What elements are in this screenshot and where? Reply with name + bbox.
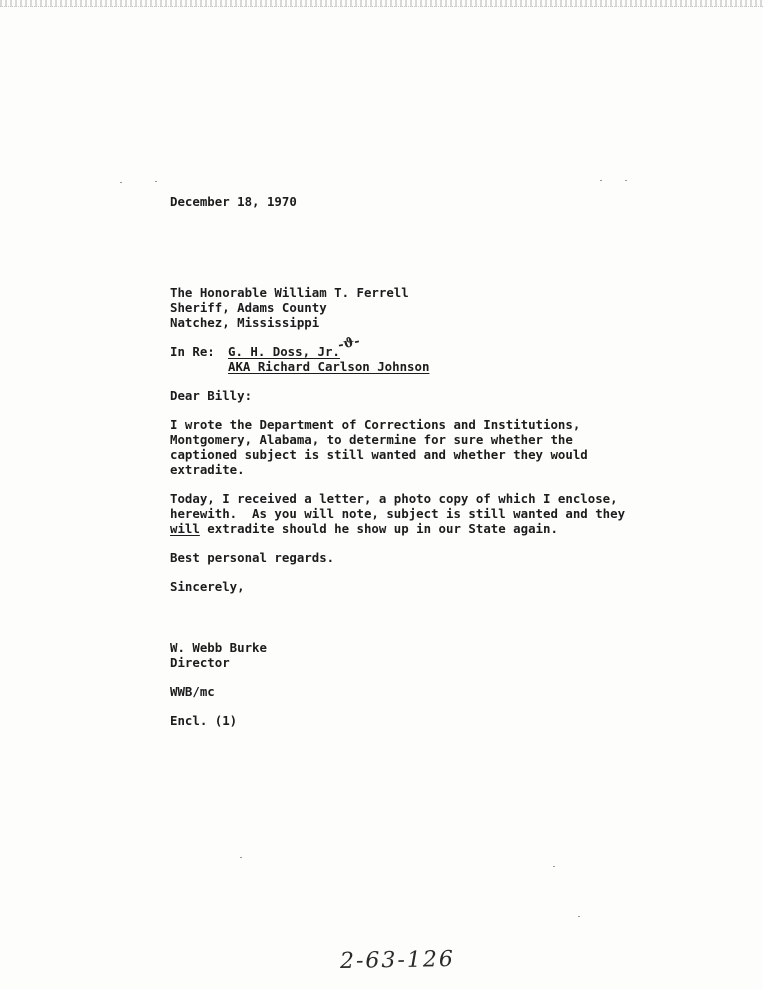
- reference-line: [170, 333, 640, 374]
- recipient-name: The Honorable William T. Ferrell: [170, 285, 409, 300]
- enclosure-note: Encl. (1): [170, 713, 238, 728]
- underlined-will: will: [170, 521, 200, 536]
- signer-name: W. Webb Burke: [170, 640, 267, 655]
- reference-label: In Re:: [170, 344, 215, 359]
- typist-initials: WWB/mc: [170, 684, 215, 699]
- scan-speck: [553, 866, 555, 867]
- paragraph-2-line-rest: extradite should he show up in our State again.: [199, 521, 558, 536]
- closing: Sincerely,: [170, 579, 245, 594]
- handwritten-check-mark: -ϑ-: [336, 333, 362, 354]
- paragraph-1: [170, 417, 640, 477]
- letter-body: [170, 194, 640, 728]
- reference-subject: G. H. Doss, Jr.: [228, 344, 340, 359]
- scan-speck: [120, 182, 122, 183]
- recipient-address: [170, 285, 640, 330]
- scan-speck: [240, 857, 242, 858]
- scan-speck: [578, 916, 580, 917]
- paragraph-2: [170, 491, 640, 536]
- paragraph-2-line: herewith. As you will note, subject is still wanted and they: [170, 506, 626, 521]
- paragraph-1-line: Montgomery, Alabama, to determine for sure whether the: [170, 432, 573, 447]
- scan-speck: [625, 180, 627, 181]
- signer-title: Director: [170, 655, 230, 670]
- paragraph-2-line: [170, 521, 640, 536]
- handwritten-folio-number: 2-63-126: [339, 946, 456, 975]
- paragraph-3: Best personal regards.: [170, 550, 335, 565]
- paragraph-1-line: extradite.: [170, 462, 245, 477]
- scan-speck: [155, 181, 157, 182]
- scan-speck: [600, 180, 602, 181]
- signature-block: [170, 640, 640, 670]
- scan-top-edge: [0, 0, 763, 7]
- recipient-location: Natchez, Mississippi: [170, 315, 320, 330]
- paragraph-2-line: Today, I received a letter, a photo copy of which I enclose,: [170, 491, 618, 506]
- reference-aka: AKA Richard Carlson Johnson: [228, 359, 430, 374]
- paragraph-1-line: I wrote the Department of Corrections and Institutions,: [170, 417, 581, 432]
- letter-date: December 18, 1970: [170, 194, 297, 209]
- paragraph-1-line: captioned subject is still wanted and whether they would: [170, 447, 588, 462]
- recipient-title: Sheriff, Adams County: [170, 300, 327, 315]
- salutation: Dear Billy:: [170, 388, 253, 403]
